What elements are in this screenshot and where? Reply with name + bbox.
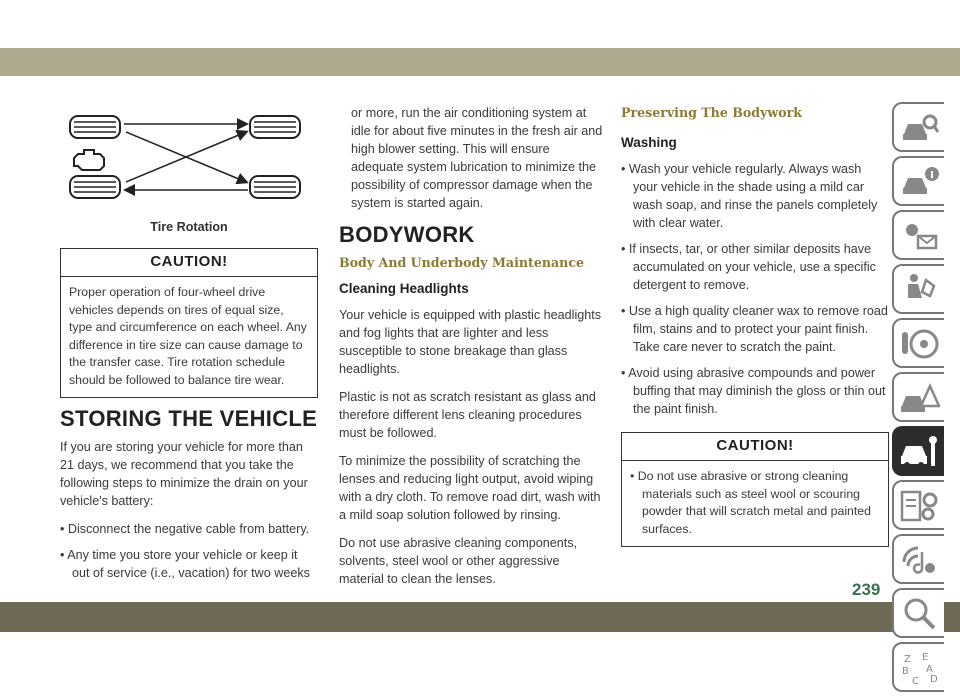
caution-body (622, 461, 888, 546)
tire-front-left (70, 116, 120, 138)
washing-bullet-4: • Avoid using abrasive compounds and power buffing that may diminish the gloss or thin out the paint finish. (621, 366, 886, 416)
figure-caption: Tire Rotation (150, 220, 228, 234)
minor-heading-cleaning-headlights: Cleaning Headlights (339, 281, 469, 296)
tab-safety[interactable] (892, 264, 944, 314)
svg-text:Z: Z (904, 654, 911, 665)
caution-body: Proper operation of four-wheel drive vehicles depends on tires of equal size, type and circumference on each wheel. Any difference in tire size can cause damage to the transfer case. Tire rotation schedule should be followed to balance tire wear. (69, 285, 307, 387)
car-info-icon (900, 164, 940, 200)
subheading-body-underbody: Body And Underbody Maintenance (339, 255, 585, 270)
svg-text:B: B (902, 666, 909, 677)
steering-wheel-key-icon (900, 326, 940, 362)
bottom-margin (0, 632, 960, 678)
footer-band (0, 602, 960, 632)
search-icon (900, 596, 940, 632)
engine-icon (74, 150, 104, 170)
washing-bullet-3: • Use a high quality cleaner wax to remove road film, stains and to protect your paint finish. Take care never to scratch the paint. (621, 304, 888, 354)
tab-servicing-maintenance[interactable] (892, 426, 944, 476)
washing-bullet-2: • If insects, tar, or other similar deposits have accumulated on your vehicle, use a specific detergent to remove. (621, 242, 876, 292)
headlights-p3: To minimize the possibility of scratching the lenses and reducing light output, avoid wiping with a dry cloth. To remove road dirt, wash with a mild soap solution followed by rinsing. (339, 454, 601, 522)
svg-text:C: C (912, 676, 919, 686)
column-1 (60, 96, 318, 590)
caution-bullet: • Do not use abrasive or strong cleaning materials such as steel wool or scouring powder that will scratch metal and painted surfaces. (630, 469, 871, 536)
multimedia-icon (900, 542, 940, 578)
washing-bullet-1: • Wash your vehicle regularly. Always wash your vehicle in the shade using a mild car wash soap, and rinse the panels completely with clear water. (621, 162, 878, 230)
warning-lights-message-icon (900, 218, 940, 254)
headlights-p2: Plastic is not as scratch resistant as glass and therefore different lens cleaning procedures must be followed. (339, 390, 596, 440)
svg-text:A: A (926, 664, 933, 675)
car-wrench-icon (900, 434, 940, 470)
specs-gears-icon (900, 488, 940, 524)
column-3 (621, 104, 889, 559)
minor-heading-washing: Washing (621, 135, 677, 150)
tab-in-case-of-emergency[interactable] (892, 372, 944, 422)
storing-bullet-2: • Any time you store your vehicle or keep it out of service (i.e., vacation) for two weeks (60, 548, 310, 580)
chapter-tabs (892, 102, 944, 696)
caution-heading: CAUTION! (61, 249, 317, 277)
tab-index[interactable] (892, 642, 944, 692)
seat-airbag-icon (900, 272, 940, 308)
storing-continued: or more, run the air conditioning system at idle for about five minutes in the fresh air and high blower setting. This will ensure adequate system lubrication to minimize the possibility of compressor damage when the system is started again. (351, 106, 603, 210)
section-title-storing: STORING THE VEHICLE (60, 406, 318, 431)
section-title-bodywork: BODYWORK (339, 222, 475, 247)
car-magnifier-icon (900, 110, 940, 146)
header-band (0, 48, 960, 76)
caution-heading: CAUTION! (622, 433, 888, 461)
tire-rotation-diagram (60, 96, 318, 214)
tire-front-right (250, 116, 300, 138)
tab-starting-operating[interactable] (892, 318, 944, 368)
tire-rotation-figure (60, 96, 318, 214)
tire-rear-right (250, 176, 300, 198)
tire-rear-left (70, 176, 120, 198)
tab-instrument-info[interactable] (892, 156, 944, 206)
subheading-preserving-bodywork: Preserving The Bodywork (621, 105, 802, 120)
svg-text:E: E (922, 652, 929, 663)
tab-getting-to-know[interactable] (892, 102, 944, 152)
svg-text:D: D (930, 674, 938, 685)
tab-customer-assistance[interactable] (892, 588, 944, 638)
caution-box-abrasive (621, 432, 889, 547)
caution-box-four-wheel-drive (60, 248, 318, 398)
storing-intro: If you are storing your vehicle for more than 21 days, we recommend that you take the following steps to minimize the drain on your vehicle's battery: (60, 440, 308, 508)
storing-bullet-1: • Disconnect the negative cable from battery. (60, 522, 310, 536)
tab-technical-specifications[interactable] (892, 480, 944, 530)
headlights-p1: Your vehicle is equipped with plastic headlights and fog lights that are lighter and less susceptible to stone breakage than glass headlights. (339, 308, 602, 376)
column-2 (339, 104, 603, 598)
page-number: 239 (852, 580, 881, 599)
index-letters-icon (900, 650, 940, 686)
tab-multimedia[interactable] (892, 534, 944, 584)
tab-warning-lights[interactable] (892, 210, 944, 260)
car-warning-triangle-icon (900, 380, 940, 416)
headlights-p4: Do not use abrasive cleaning components, solvents, steel wool or other aggressive material to clean the lenses. (339, 536, 578, 586)
